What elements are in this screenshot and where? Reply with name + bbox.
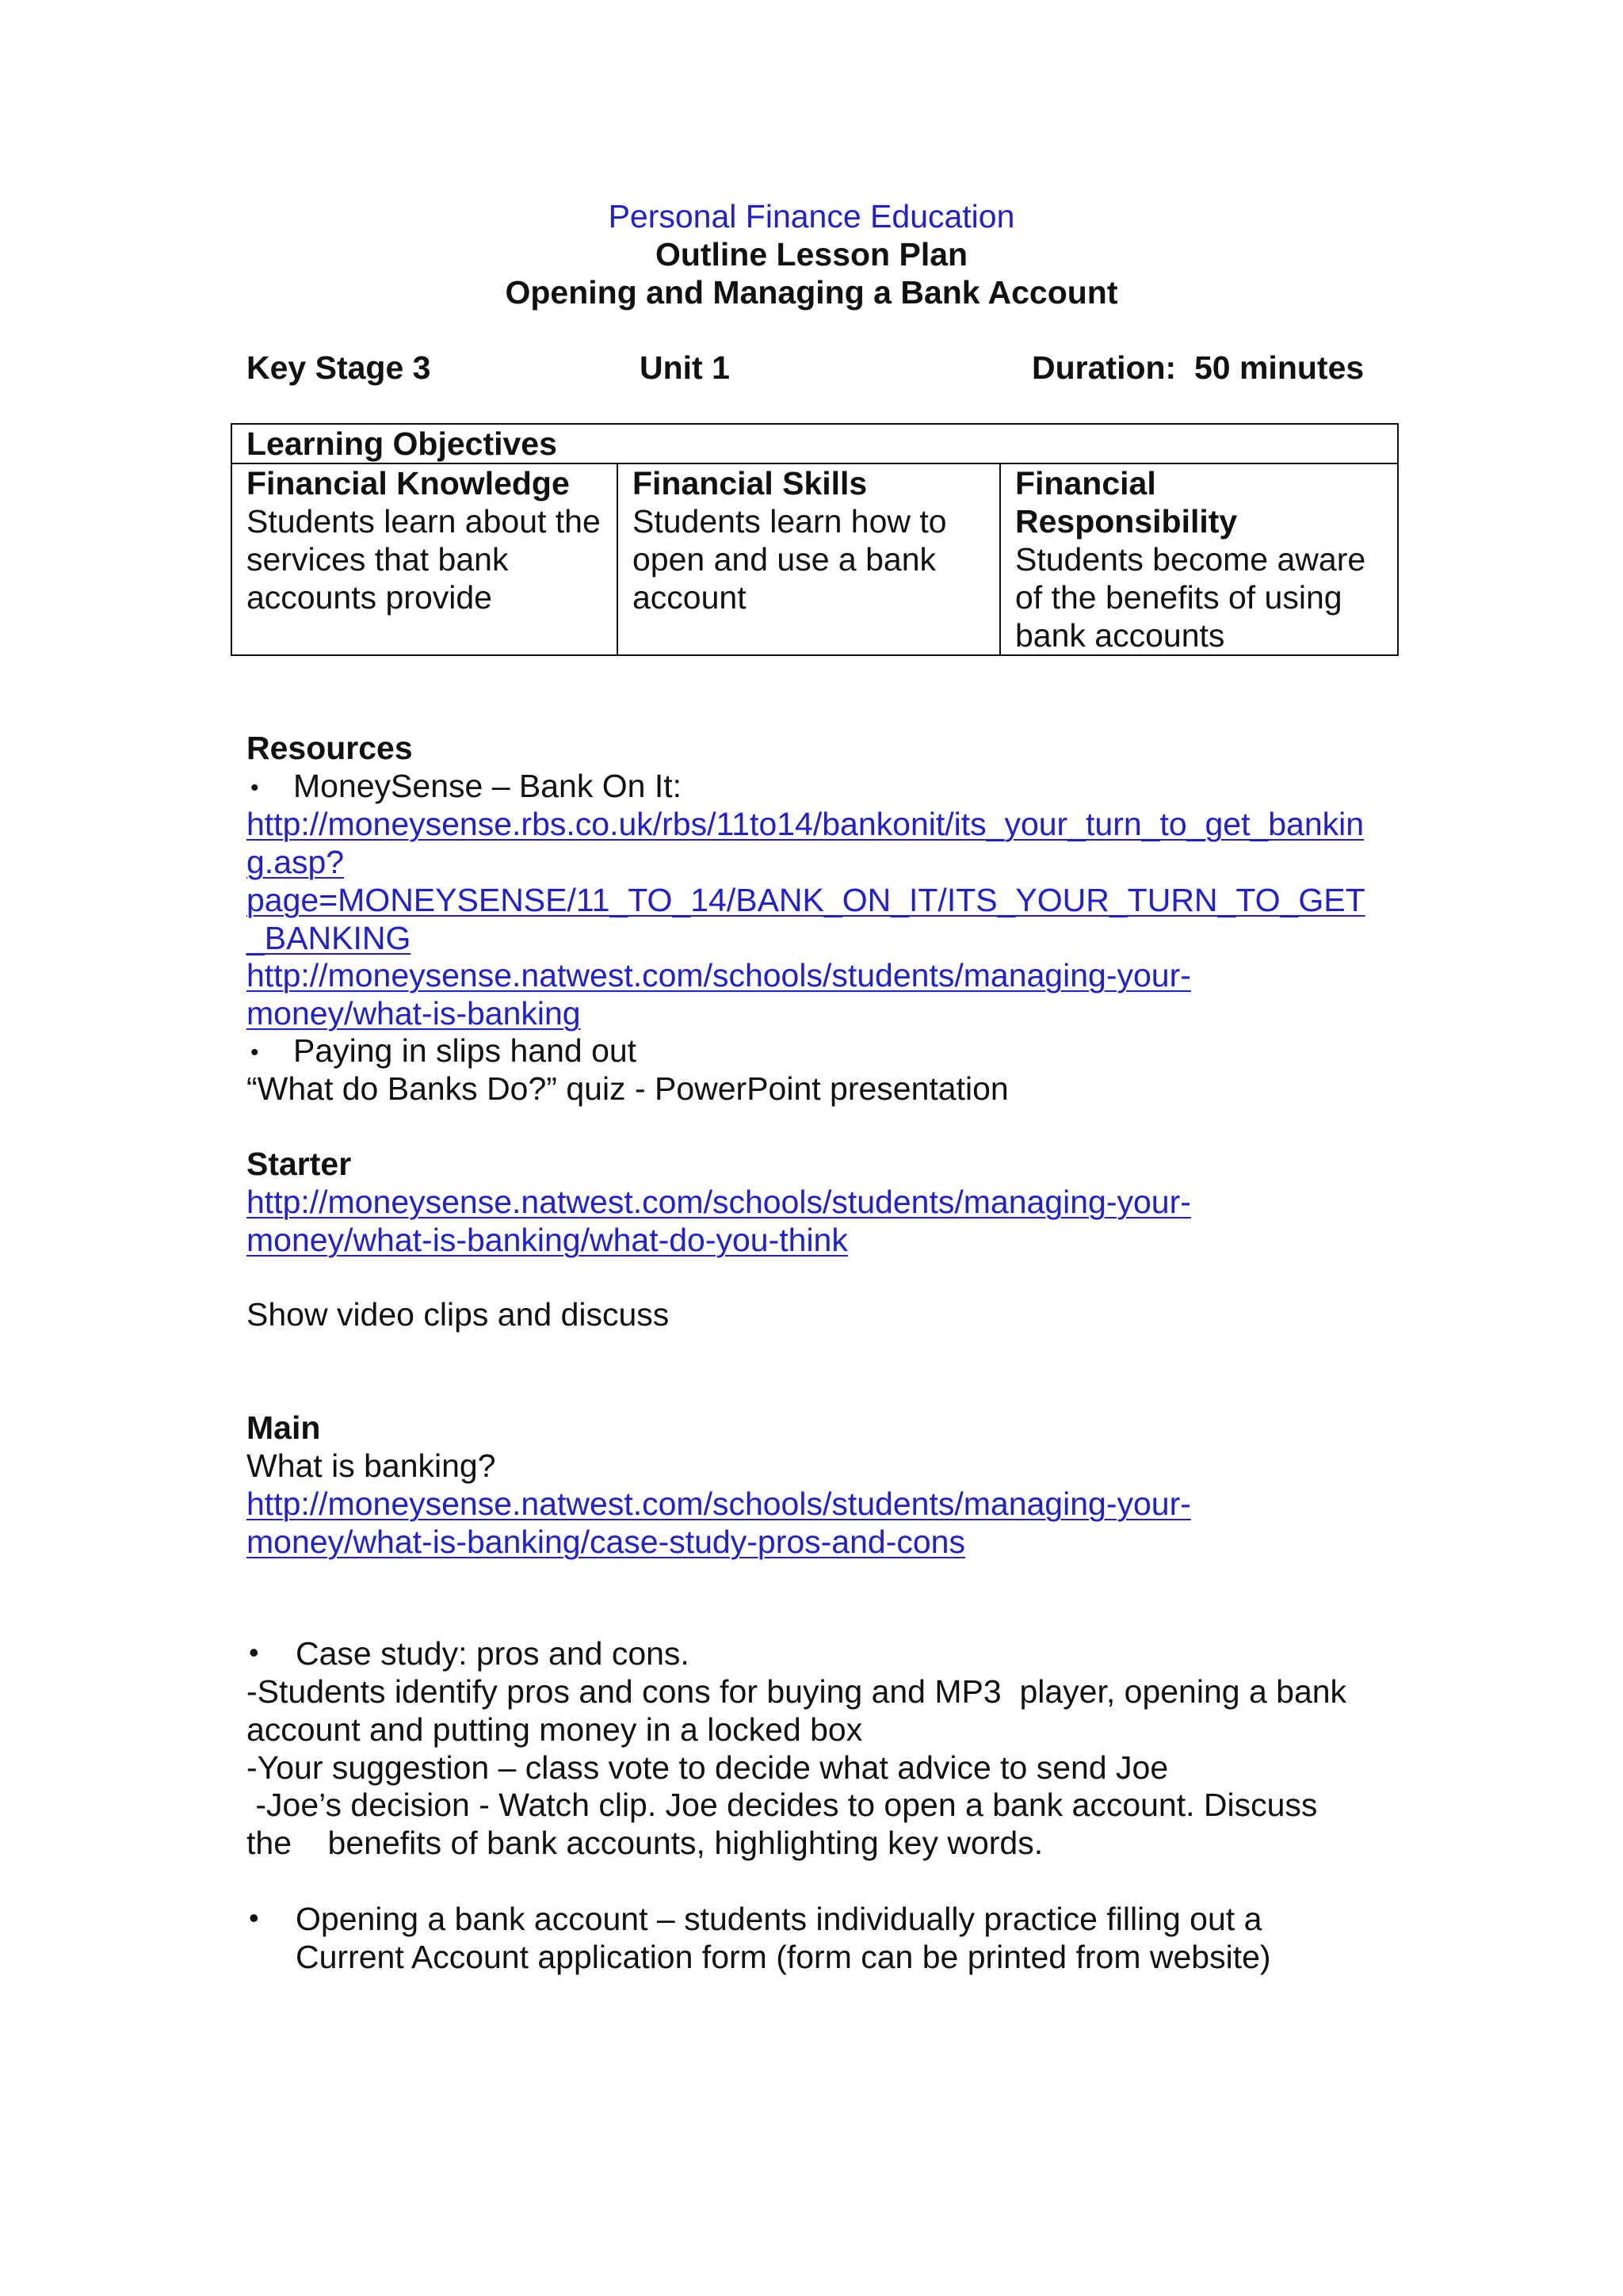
objective-knowledge-cell xyxy=(231,463,617,655)
unit-label: Unit 1 xyxy=(640,349,730,386)
objective-skills-line: Students learn how to xyxy=(632,503,947,540)
resource-item-paying-in-slips: Paying in slips hand out xyxy=(293,1032,637,1069)
starter-link-line[interactable]: http://moneysense.natwest.com/schools/students/managing-your- xyxy=(246,1184,1191,1220)
resource-item-moneysense: MoneySense – Bank On It: xyxy=(293,768,682,804)
page-title: Opening and Managing a Bank Account xyxy=(505,274,1118,311)
objective-skills-cell xyxy=(617,463,1000,655)
objective-responsibility-title: Responsibility xyxy=(1015,503,1238,540)
bullet-icon: • xyxy=(250,775,259,801)
objective-responsibility-line: Students become aware xyxy=(1015,541,1366,578)
objective-knowledge-line: Students learn about the xyxy=(246,503,601,540)
bullet-icon: • xyxy=(250,1039,259,1066)
objective-skills-line: open and use a bank xyxy=(632,541,936,578)
main-text-line: the benefits of bank accounts, highlighting key words. xyxy=(246,1825,1044,1861)
objective-responsibility-cell xyxy=(1000,463,1398,655)
objective-knowledge-line: services that bank xyxy=(246,541,509,578)
main-heading: Main xyxy=(246,1409,321,1446)
starter-text: Show video clips and discuss xyxy=(246,1296,670,1333)
duration-label: Duration: 50 minutes xyxy=(1032,349,1365,386)
main-question: What is banking? xyxy=(246,1447,496,1484)
main-bullet-opening-account-line: Current Account application form (form can be printed from website) xyxy=(296,1939,1271,1975)
objective-responsibility-line: bank accounts xyxy=(1015,617,1225,654)
resources-heading: Resources xyxy=(246,730,413,766)
objective-knowledge-line: accounts provide xyxy=(246,579,492,616)
objectives-header-row xyxy=(231,424,1398,463)
main-link-line[interactable]: http://moneysense.natwest.com/schools/students/managing-your- xyxy=(246,1486,1191,1522)
resource-link-rbs-line[interactable]: http://moneysense.rbs.co.uk/rbs/11to14/bankonit/its_your_turn_to_get_bankin xyxy=(246,806,1365,842)
bullet-icon: • xyxy=(249,1636,259,1669)
main-text-line: -Your suggestion – class vote to decide what advice to send Joe xyxy=(246,1749,1169,1786)
bullet-icon: • xyxy=(249,1901,259,1934)
objective-knowledge-title: Financial Knowledge xyxy=(246,465,570,502)
subject-heading: Personal Finance Education xyxy=(608,198,1015,235)
objective-skills-line: account xyxy=(632,579,747,616)
main-link-line[interactable]: money/what-is-banking/case-study-pros-and-cons xyxy=(246,1524,965,1560)
main-text-line: -Joe’s decision - Watch clip. Joe decides to open a bank account. Discuss xyxy=(246,1787,1318,1823)
objective-responsibility-line: of the benefits of using xyxy=(1015,579,1342,616)
key-stage-label: Key Stage 3 xyxy=(246,349,431,386)
doc-type-heading: Outline Lesson Plan xyxy=(655,236,968,273)
resource-link-natwest-line[interactable]: money/what-is-banking xyxy=(246,995,581,1032)
resource-link-rbs-line[interactable]: page=MONEYSENSE/11_TO_14/BANK_ON_IT/ITS_YOUR_TURN_TO_GET xyxy=(246,882,1365,918)
main-text-line: account and putting money in a locked box xyxy=(246,1711,863,1748)
objectives-heading: Learning Objectives xyxy=(231,424,1398,463)
starter-link[interactable] xyxy=(246,1183,1191,1259)
resource-link-natwest-line[interactable]: http://moneysense.natwest.com/schools/students/managing-your- xyxy=(246,957,1191,994)
objective-skills-title: Financial Skills xyxy=(632,465,868,502)
main-bullet-opening-account-line: Opening a bank account – students individually practice filling out a xyxy=(296,1901,1262,1937)
main-bullet-case-study: Case study: pros and cons. xyxy=(296,1635,689,1672)
main-link[interactable] xyxy=(246,1485,1191,1561)
learning-objectives-table xyxy=(231,423,1399,656)
main-text-line: -Students identify pros and cons for buying and MP3 player, opening a bank xyxy=(246,1673,1347,1710)
objective-responsibility-title: Financial xyxy=(1015,465,1156,502)
resource-link-rbs-line[interactable]: _BANKING xyxy=(246,920,411,956)
resource-link-rbs[interactable] xyxy=(246,805,1365,957)
resource-quiz: “What do Banks Do?” quiz - PowerPoint presentation xyxy=(246,1070,1009,1107)
main-bullet-opening-account xyxy=(296,1900,1271,1976)
starter-link-line[interactable]: money/what-is-banking/what-do-you-think xyxy=(246,1222,848,1258)
resource-link-natwest[interactable] xyxy=(246,956,1191,1032)
starter-heading: Starter xyxy=(246,1146,352,1182)
objectives-content-row xyxy=(231,463,1398,655)
resource-link-rbs-line[interactable]: g.asp? xyxy=(246,844,345,880)
